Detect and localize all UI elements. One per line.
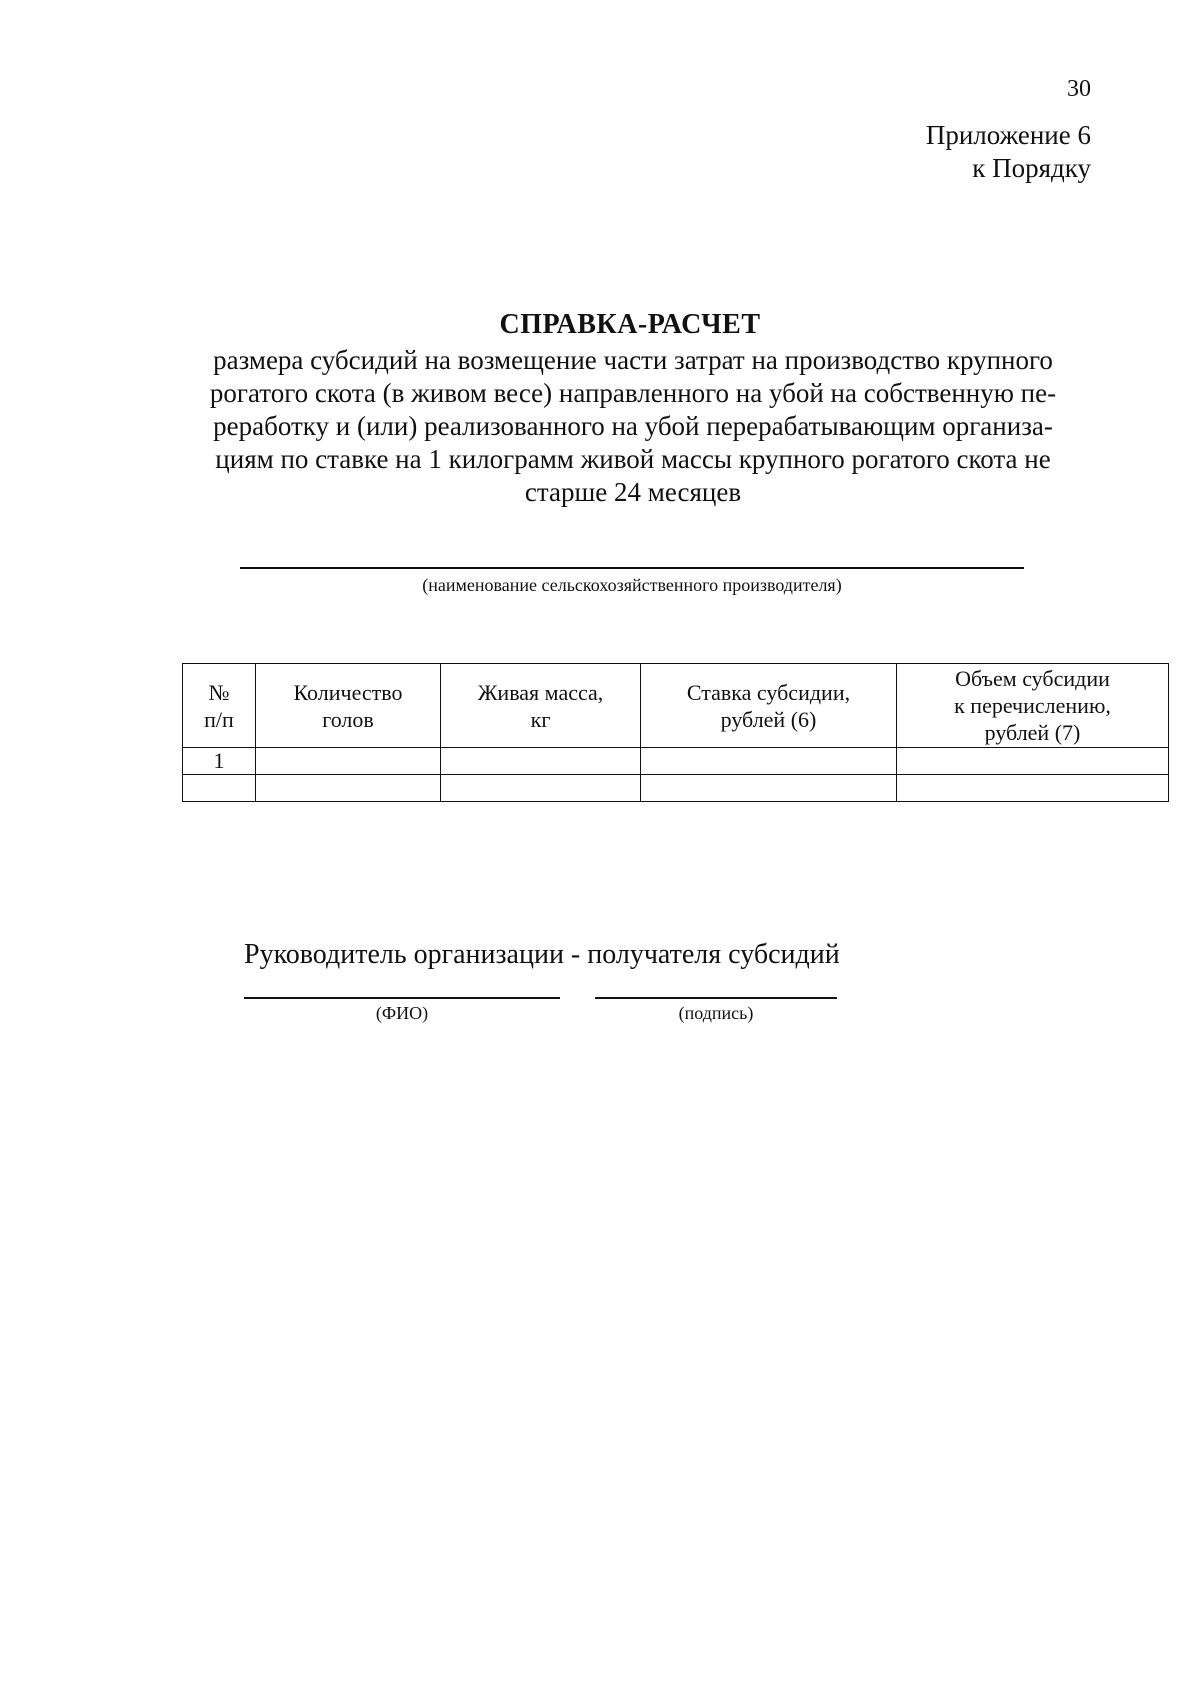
- table-cell[interactable]: [897, 748, 1169, 775]
- table-cell[interactable]: [256, 775, 441, 802]
- subtitle-line: старше 24 месяцев: [524, 477, 742, 507]
- document-subtitle: [183, 344, 1083, 509]
- subtitle-line: рогатого скота (в живом весе) направленного на убой на собственную пе-: [209, 378, 1057, 408]
- table-cell[interactable]: [183, 775, 256, 802]
- table-cell[interactable]: [256, 748, 441, 775]
- table-cell[interactable]: [641, 775, 897, 802]
- table-cell[interactable]: [441, 775, 641, 802]
- table-row: [183, 775, 1169, 802]
- signature-title: Руководитель организации - получателя субсидий: [244, 939, 840, 970]
- subtitle-line: размера субсидий на возмещение части затрат на производство крупного: [213, 345, 1053, 375]
- calculation-table: [182, 663, 1169, 802]
- table-header-row: [183, 664, 1169, 748]
- table-cell[interactable]: [897, 775, 1169, 802]
- appendix-line-2: к Порядку: [972, 153, 1091, 183]
- table-cell[interactable]: [441, 748, 641, 775]
- appendix-line-1: Приложение 6: [925, 120, 1091, 150]
- appendix-reference: [926, 119, 1091, 185]
- table-cell[interactable]: [641, 748, 897, 775]
- header-subsidy-amount: Объем субсидии к перечислению, рублей (7): [897, 664, 1169, 748]
- producer-name-caption: (наименование сельскохозяйственного производителя): [422, 575, 842, 595]
- subtitle-line: циям по ставке на 1 килограмм живой массы крупного рогатого скота не: [215, 444, 1051, 474]
- header-row-number: № п/п: [183, 664, 256, 748]
- table-cell[interactable]: 1: [183, 748, 256, 775]
- fio-field[interactable]: [244, 997, 560, 999]
- fio-caption: (ФИО): [375, 1003, 429, 1023]
- signature-caption: (подпись): [678, 1003, 754, 1023]
- document-title: СПРАВКА-РАСЧЕТ: [499, 309, 761, 340]
- producer-name-field[interactable]: [240, 567, 1024, 569]
- header-live-weight: Живая масса, кг: [441, 664, 641, 748]
- subtitle-line: реработку и (или) реализованного на убой перерабатывающим организа-: [213, 411, 1053, 441]
- header-head-count: Количество голов: [256, 664, 441, 748]
- signature-field[interactable]: [595, 997, 837, 999]
- page-number: 30: [1067, 76, 1091, 102]
- header-subsidy-rate: Ставка субсидии, рублей (6): [641, 664, 897, 748]
- table-row: [183, 748, 1169, 775]
